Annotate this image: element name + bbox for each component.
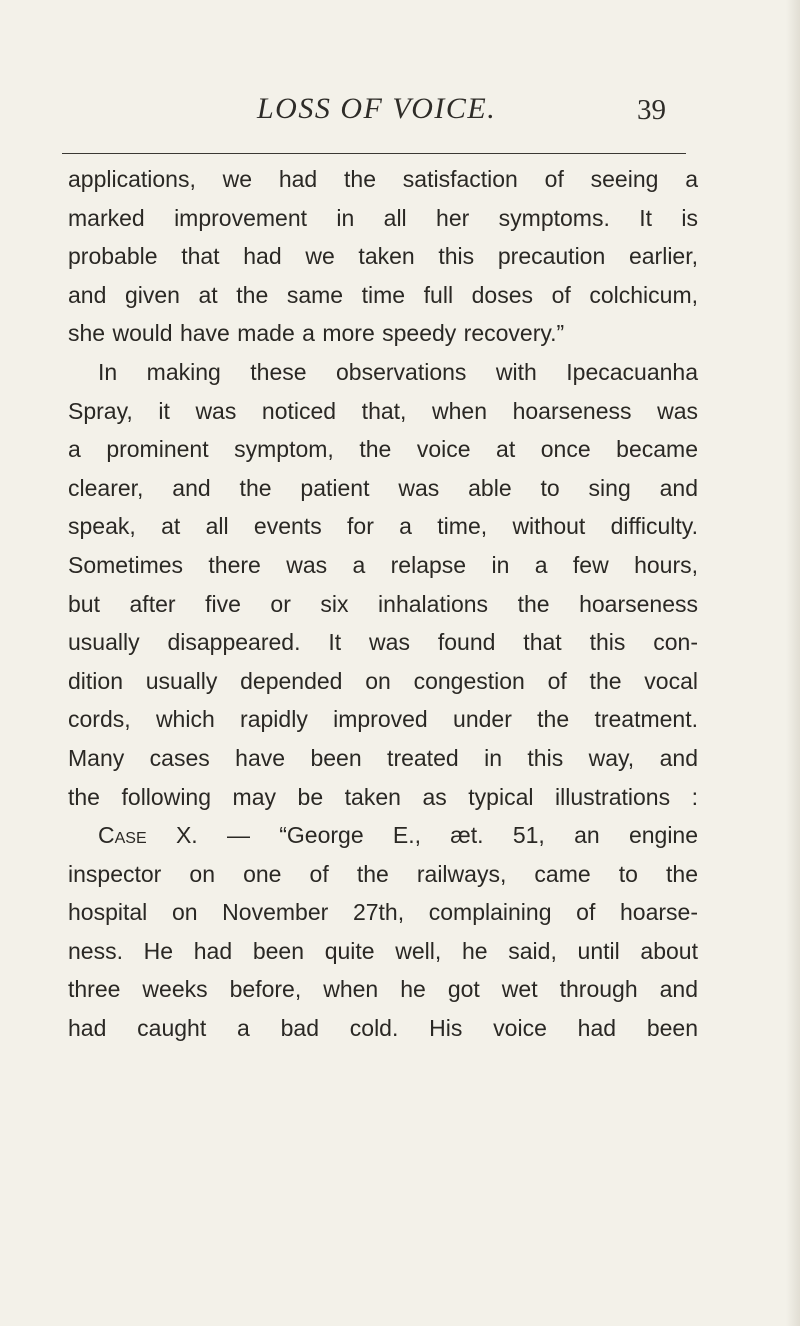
case-heading-line — [68, 816, 698, 855]
text-line: but after five or six inhalations the hoarseness — [68, 590, 698, 617]
text-line: three weeks before, when he got wet through and — [68, 976, 698, 1003]
running-head — [0, 88, 800, 138]
text-line: and given at the same time full doses of colchicum, — [68, 281, 698, 308]
text-line: applications, we had the satisfaction of seeing a — [68, 166, 698, 192]
page-edge-shadow — [786, 0, 800, 1326]
text-line: X. — “George E., æt. 51, an engine — [175, 822, 699, 849]
text-line: hospital on November 27th, complaining of hoarse- — [68, 899, 698, 926]
text-line: clearer, and the patient was able to sing and — [68, 474, 698, 501]
text-line: dition usually depended on congestion of the vocal — [68, 667, 698, 694]
body-text — [68, 160, 698, 1048]
text-line: cords, which rapidly improved under the treatment. — [68, 706, 698, 733]
text-line: ness. He had been quite well, he said, until about — [68, 937, 698, 964]
text-line: marked improvement in all her symptoms. It is — [68, 204, 698, 231]
text-line: the following may be taken as typical illustrations : — [68, 783, 698, 810]
text-line: probable that had we taken this precaution earlier, — [68, 243, 698, 270]
text-line: a prominent symptom, the voice at once became — [68, 436, 698, 463]
text-line: In making these observations with Ipecacuanha — [98, 358, 698, 385]
text-line: Many cases have been treated in this way, and — [68, 744, 698, 771]
text-line: inspector on one of the railways, came to the — [68, 860, 698, 887]
text-line: speak, at all events for a time, without difficulty. — [68, 513, 698, 540]
header-rule — [62, 153, 686, 154]
text-line: had caught a bad cold. His voice had been — [68, 1015, 698, 1042]
text-line: usually disappeared. It was found that this con- — [68, 629, 698, 656]
case-label: Case — [98, 822, 147, 849]
text-line: Spray, it was noticed that, when hoarseness was — [68, 397, 698, 424]
running-title: LOSS OF VOICE. — [257, 92, 497, 125]
text-line: she would have made a more speedy recovery.” — [68, 320, 565, 347]
text-line: Sometimes there was a relapse in a few hours, — [68, 551, 698, 578]
page-number: 39 — [637, 94, 666, 126]
